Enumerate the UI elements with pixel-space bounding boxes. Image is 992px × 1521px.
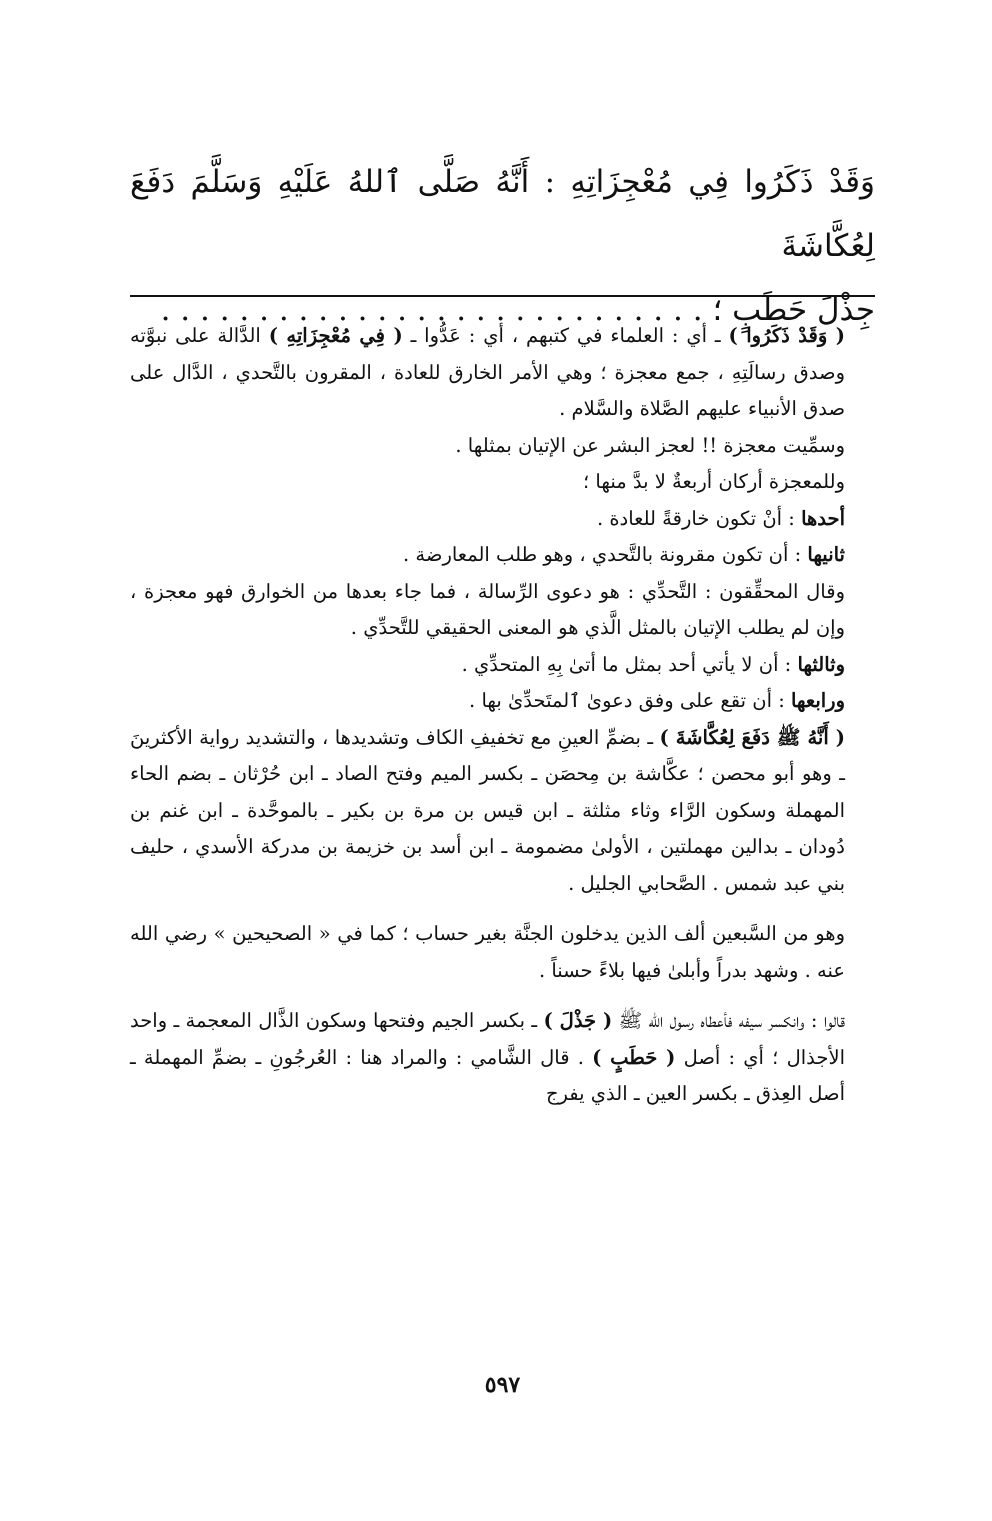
paragraph-text: ـ بضمِّ العينِ مع تخفيفِ الكاف وتشديدها ، والتشديد رواية الأكثرينَ ـ وهو أبو محصن ؛ عكَّاشة بن مِحصَن ـ بكسر الميم وفتح الصاد ـ ابن حُرْثان ـ بضم الحاء المهملة وسكون الرَّاء وثاء مثلثة ـ ابن قيس بن مرة بن بكير ـ بالموحَّدة ـ ابن غنم بن دُودان ـ بدالين مهملتين ، الأولىٰ مضمومة ـ ابن أسد بن خزيمة بن مدركة الأسدي ، حليف بني عبد شمس . الصَّحابي الجليل .	[130, 725, 845, 895]
commentary-paragraph	[130, 464, 875, 501]
quoted-phrase: ( حَطَبٍ )	[592, 1045, 676, 1069]
paragraph-text: : أنْ تكون خارقةً للعادة .	[596, 506, 802, 530]
paragraph-text: : أن لا يأتي أحد بمثل ما أتىٰ بِهِ المتحدِّي .	[461, 652, 798, 676]
commentary-paragraph	[130, 501, 875, 538]
pillar-label: ثانيها	[807, 543, 845, 566]
quoted-phrase: ( جَذْلَ )	[543, 1009, 613, 1032]
quoted-phrase: ( وَقَدْ ذَكَرُوا )	[728, 324, 845, 347]
paragraph-text: وهو من السَّبعين ألف الذين يدخلون الجنَّة بغير حساب ؛ كما في « الصحيحين » رضي الله عنه . وشهد بدراً وأبلىٰ فيها بلاءً حسناً .	[130, 922, 845, 982]
commentary-paragraph	[130, 428, 875, 465]
commentary-paragraph	[130, 647, 875, 684]
pillar-label: وثالثها	[797, 652, 845, 676]
quoted-phrase: ( فِي مُعْجِزَاتِهِ )	[268, 324, 403, 347]
paragraph-text: قالوا : وانكسر سيفه فأعطاه رسول الله ﷺ	[612, 1009, 845, 1032]
paragraph-text: وقال المحقِّقون : التَّحدِّي : هو دعوى الرِّسالة ، فما جاء بعدها من الخوارق فهو معجزة ، وإن لم يطلب الإتيان بالمثل الَّذي هو المعنى الحقيقي للتَّحدِّي .	[130, 579, 845, 639]
pillar-label: ورابعها	[790, 689, 845, 712]
pillar-label: أحدها	[801, 506, 845, 530]
paragraph-text: : أن تكون مقرونة بالتَّحدي ، وهو طلب المعارضة .	[403, 543, 808, 566]
book-page	[130, 0, 875, 1521]
paragraph-text: ـ بكسر الجيم وفتحها وسكون الذَّال المعجمة ـ واحد الأجذال ؛ أي : أصل	[130, 1009, 845, 1069]
quoted-phrase: ( أَنَّهُ ﷺ دَفَعَ لِعُكَّاشَةَ )	[659, 725, 845, 749]
commentary-paragraph	[130, 318, 875, 428]
paragraph-text: : أن تقع على وفق دعوىٰ ٱلمتَحدِّىٰ بها .	[469, 689, 791, 712]
main-text	[130, 150, 875, 342]
commentary-paragraph	[130, 916, 875, 989]
main-text-line-2-words: جِذْلَ حَطَبٍ ؛	[712, 292, 875, 328]
paragraph-text: . قال الشَّامي : والمراد هنا : العُرجُونِ ـ بضمِّ المهملة ـ أصل العِذق ـ بكسر العين ـ الذي يفرج	[130, 1045, 845, 1105]
commentary-paragraph	[130, 683, 875, 720]
main-text-dots: . . . . . . . . . . . . . . . . . . . . . . . . . . . .	[160, 292, 703, 328]
commentary-paragraph	[130, 574, 875, 647]
commentary-paragraph	[130, 720, 875, 903]
main-text-line-1: وَقَدْ ذَكَرُوا فِي مُعْجِزَاتِهِ : أَنَّهُ صَلَّى ٱللهُ عَلَيْهِ وَسَلَّمَ دَفَعَ لِعُكَّاشَةَ	[130, 164, 875, 264]
paragraph-text: وللمعجزة أركان أربعةٌ لا بدَّ منها ؛	[583, 470, 845, 493]
paragraph-text: الدَّالة على نبوَّته وصدق رسالَتِهِ ، جمع معجزة ؛ وهي الأمر الخارق للعادة ، المقرون بالتَّحدي ، الدَّال على صدق الأنبياء عليهم الصَّلاة والسَّلام .	[130, 324, 845, 420]
paragraph-text: وسمِّيت معجزة !! لعجز البشر عن الإتيان بمثلها .	[455, 433, 845, 457]
separator-rule	[130, 295, 875, 297]
paragraph-text: ـ أي : العلماء في كتبهم ، أي : عَدُّوا ـ	[402, 324, 729, 347]
commentary-paragraph	[130, 537, 875, 574]
commentary	[130, 318, 875, 1113]
page-number: ٥٩٧	[484, 1372, 521, 1398]
commentary-paragraph	[130, 1003, 875, 1113]
